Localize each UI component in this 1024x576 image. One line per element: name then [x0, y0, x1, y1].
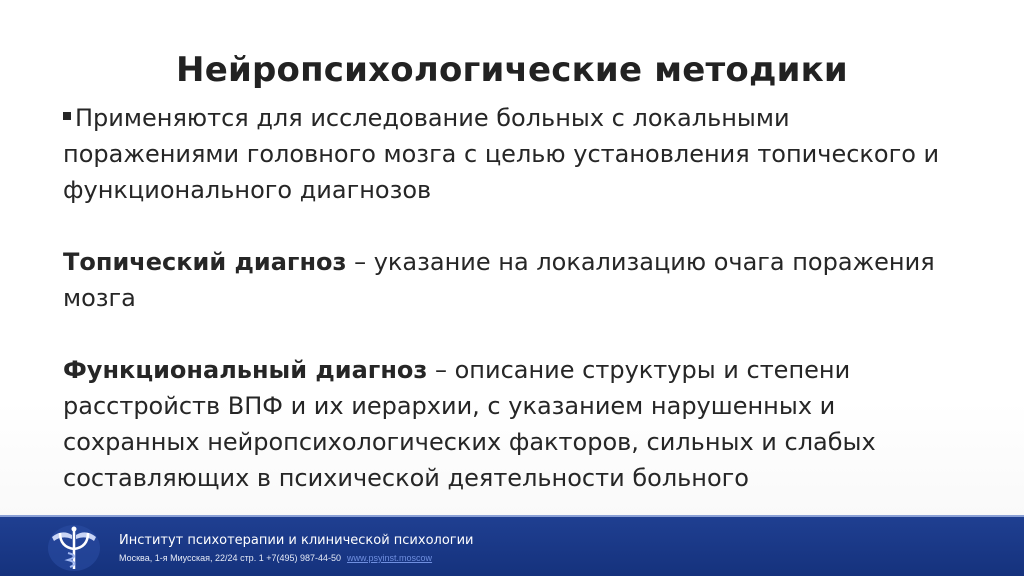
institute-name: Институт психотерапии и клинической психологии — [119, 533, 474, 548]
slide-title: Нейропсихологические методики — [176, 50, 848, 90]
topical-diagnosis-term: Топический диагноз — [63, 248, 347, 276]
institute-contacts — [119, 553, 432, 563]
topical-diagnosis-paragraph — [63, 244, 963, 316]
caduceus-psi-logo-icon — [46, 523, 102, 573]
website-link[interactable]: www.psyinst.moscow — [347, 553, 433, 563]
institute-address: Москва, 1-я Миусская, 22/24 стр. 1 +7(495) 987-44-50 — [119, 553, 342, 563]
topical-diagnosis-definition: – указание на локализацию очага поражения мозга — [63, 248, 935, 312]
footer-bar — [0, 515, 1024, 576]
square-bullet-icon — [63, 112, 71, 120]
functional-diagnosis-definition: – описание структуры и степени расстройств ВПФ и их иерархии, с указанием нарушенных и сохранных нейропсихологических факторов, сильных и слабых составляющих в психической деятельности больного — [63, 356, 876, 492]
functional-diagnosis-paragraph — [63, 352, 963, 496]
bullet-text: Применяются для исследование больных с локальными поражениями головного мозга с целью установления топического и функционального диагнозов — [63, 104, 940, 204]
functional-diagnosis-term: Функциональный диагноз — [63, 356, 428, 384]
slide-content — [63, 100, 963, 496]
bullet-paragraph — [63, 100, 963, 208]
